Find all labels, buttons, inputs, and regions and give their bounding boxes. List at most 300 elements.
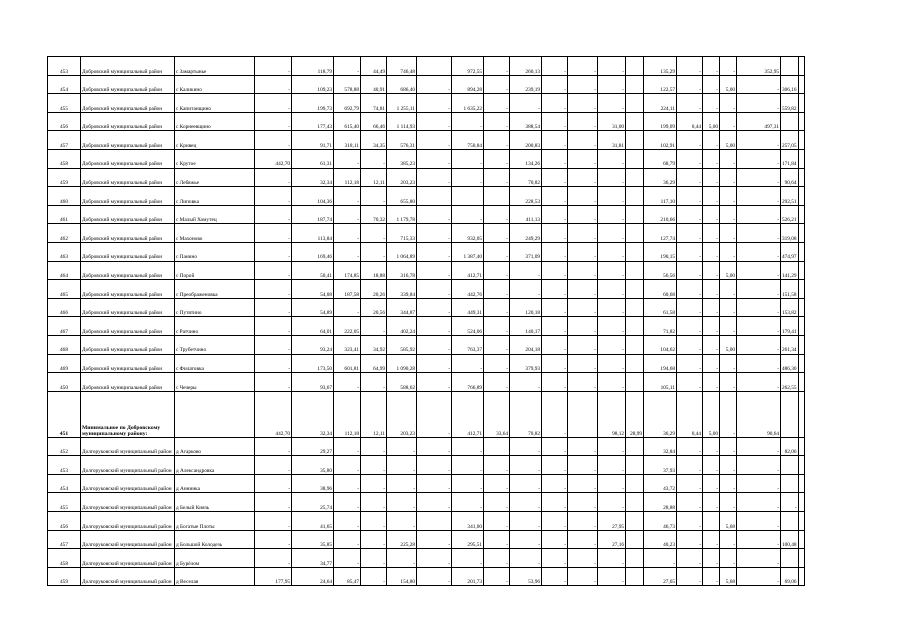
value-cell: - bbox=[720, 187, 737, 206]
value-cell bbox=[798, 187, 804, 206]
value-cell bbox=[626, 149, 644, 168]
value-cell bbox=[798, 168, 804, 187]
value-cell: - bbox=[387, 493, 417, 512]
value-cell: - bbox=[542, 373, 568, 392]
value-cell: - bbox=[568, 567, 598, 586]
value-cell: - bbox=[677, 94, 703, 113]
value-cell: - bbox=[542, 261, 568, 280]
settlement-cell: с Чечеры bbox=[175, 373, 255, 392]
value-cell bbox=[798, 224, 804, 243]
value-cell bbox=[626, 94, 644, 113]
value-cell: 41,65 bbox=[292, 512, 334, 531]
value-cell bbox=[626, 493, 644, 512]
district-cell: Добровский муниципальный район bbox=[81, 298, 175, 317]
value-cell: 117,10 bbox=[644, 187, 677, 206]
value-cell bbox=[798, 149, 804, 168]
value-cell: 141,29 bbox=[781, 261, 799, 280]
value-cell: - bbox=[737, 549, 781, 568]
value-cell: 932,05 bbox=[452, 224, 484, 243]
value-cell: 102,91 bbox=[644, 131, 677, 150]
value-cell: 318,11 bbox=[334, 131, 361, 150]
table-row bbox=[48, 242, 805, 261]
value-cell: - bbox=[255, 354, 292, 373]
value-cell: - bbox=[703, 549, 720, 568]
table-row bbox=[48, 298, 805, 317]
value-cell: - bbox=[677, 474, 703, 493]
value-cell: 104,62 bbox=[644, 335, 677, 354]
value-cell: 5,00 bbox=[703, 112, 720, 131]
value-cell: 90,64 bbox=[781, 168, 799, 187]
value-cell: 261,34 bbox=[781, 335, 799, 354]
value-cell: 12,11 bbox=[361, 391, 387, 437]
value-cell: - bbox=[720, 373, 737, 392]
settlement-cell: с Панино bbox=[175, 242, 255, 261]
value-cell: - bbox=[417, 567, 452, 586]
value-cell: 210,66 bbox=[644, 205, 677, 224]
row-number-cell: 455 bbox=[48, 493, 81, 512]
table-row bbox=[48, 317, 805, 336]
value-cell: 40,91 bbox=[361, 75, 387, 94]
value-cell: - bbox=[484, 57, 510, 76]
value-cell: - bbox=[568, 131, 598, 150]
value-cell bbox=[798, 261, 804, 280]
value-cell: 402,24 bbox=[387, 317, 417, 336]
value-cell: - bbox=[484, 354, 510, 373]
value-cell: - bbox=[737, 512, 781, 531]
district-cell: Добровский муниципальный район bbox=[81, 242, 175, 261]
settlement-cell: с Филатовка bbox=[175, 354, 255, 373]
value-cell: - bbox=[361, 317, 387, 336]
district-cell: Долгоруковский муниципальный район bbox=[81, 437, 175, 456]
row-number-cell: 468 bbox=[48, 335, 81, 354]
settlement-cell: с Преображеновка bbox=[175, 280, 255, 299]
value-cell: - bbox=[255, 317, 292, 336]
value-cell: 34,35 bbox=[361, 131, 387, 150]
value-cell: - bbox=[452, 474, 484, 493]
value-cell: - bbox=[334, 512, 361, 531]
value-cell: - bbox=[720, 456, 737, 475]
value-cell: 134,26 bbox=[510, 149, 542, 168]
value-cell: 12,11 bbox=[361, 168, 387, 187]
value-cell: - bbox=[568, 112, 598, 131]
value-cell: - bbox=[484, 317, 510, 336]
value-cell: - bbox=[737, 456, 781, 475]
value-cell: - bbox=[677, 549, 703, 568]
value-cell: - bbox=[677, 317, 703, 336]
value-cell: 177,43 bbox=[292, 112, 334, 131]
value-cell: - bbox=[598, 474, 626, 493]
district-cell: Добровский муниципальный район bbox=[81, 373, 175, 392]
value-cell: - bbox=[361, 373, 387, 392]
value-cell: - bbox=[703, 298, 720, 317]
value-cell: - bbox=[417, 94, 452, 113]
value-cell bbox=[417, 57, 452, 76]
value-cell: - bbox=[703, 530, 720, 549]
value-cell: - bbox=[542, 57, 568, 76]
value-cell: - bbox=[703, 261, 720, 280]
value-cell: - bbox=[452, 437, 484, 456]
value-cell: - bbox=[703, 168, 720, 187]
value-cell: - bbox=[484, 205, 510, 224]
value-cell: 179,41 bbox=[781, 317, 799, 336]
value-cell: 109,23 bbox=[292, 75, 334, 94]
value-cell: - bbox=[568, 168, 598, 187]
value-cell: - bbox=[484, 335, 510, 354]
district-cell: Добровский муниципальный район bbox=[81, 75, 175, 94]
settlement-cell: д Александровка bbox=[175, 456, 255, 475]
value-cell: 24,64 bbox=[292, 567, 334, 586]
value-cell: - bbox=[720, 112, 737, 131]
value-cell: 316,78 bbox=[387, 261, 417, 280]
value-cell: - bbox=[737, 75, 781, 94]
table-row bbox=[48, 149, 805, 168]
value-cell: 27,65 bbox=[644, 567, 677, 586]
value-cell: 56,56 bbox=[644, 261, 677, 280]
value-cell: - bbox=[568, 354, 598, 373]
value-cell: - bbox=[510, 456, 542, 475]
value-cell bbox=[452, 187, 484, 206]
value-cell: 60,68 bbox=[644, 280, 677, 299]
settlement-cell bbox=[175, 391, 255, 437]
value-cell: - bbox=[452, 149, 484, 168]
value-cell: - bbox=[542, 391, 568, 437]
value-cell: 5,68 bbox=[720, 567, 737, 586]
value-cell: - bbox=[484, 493, 510, 512]
value-cell: - bbox=[255, 373, 292, 392]
value-cell: 194,68 bbox=[644, 354, 677, 373]
value-cell: - bbox=[568, 224, 598, 243]
value-cell: - bbox=[598, 94, 626, 113]
value-cell: - bbox=[361, 474, 387, 493]
value-cell: - bbox=[484, 512, 510, 531]
value-cell: - bbox=[361, 512, 387, 531]
value-cell: 249,29 bbox=[510, 224, 542, 243]
table-row bbox=[48, 474, 805, 493]
value-cell: - bbox=[568, 335, 598, 354]
value-cell: 112,18 bbox=[334, 391, 361, 437]
value-cell: 50,41 bbox=[292, 261, 334, 280]
value-cell: - bbox=[334, 224, 361, 243]
value-cell bbox=[417, 187, 452, 206]
table-row bbox=[48, 205, 805, 224]
row-number-cell: 453 bbox=[48, 57, 81, 76]
value-cell: - bbox=[484, 280, 510, 299]
value-cell: 497,31 bbox=[737, 112, 781, 131]
value-cell: - bbox=[568, 298, 598, 317]
value-cell: 31,00 bbox=[598, 112, 626, 131]
district-cell: Добровский муниципальный район bbox=[81, 224, 175, 243]
value-cell: 388,54 bbox=[510, 112, 542, 131]
value-cell: 112,18 bbox=[334, 168, 361, 187]
value-cell: - bbox=[720, 391, 737, 437]
value-cell: 203,23 bbox=[387, 168, 417, 187]
table-row bbox=[48, 131, 805, 150]
value-cell: - bbox=[542, 549, 568, 568]
value-cell: - bbox=[720, 493, 737, 512]
value-cell: - bbox=[703, 567, 720, 586]
value-cell bbox=[626, 112, 644, 131]
value-cell bbox=[626, 530, 644, 549]
value-cell: - bbox=[598, 75, 626, 94]
table-row bbox=[48, 75, 805, 94]
settlement-cell: д Веселая bbox=[175, 567, 255, 586]
value-cell: 601,81 bbox=[334, 354, 361, 373]
settlement-cell: д Богатые Плоты bbox=[175, 512, 255, 531]
row-number-cell: 457 bbox=[48, 530, 81, 549]
value-cell: 1 114,93 bbox=[387, 112, 417, 131]
value-cell: - bbox=[677, 512, 703, 531]
value-cell: 32,34 bbox=[292, 391, 334, 437]
value-cell: 442,70 bbox=[255, 391, 292, 437]
value-cell: - bbox=[417, 261, 452, 280]
value-cell: 29,27 bbox=[292, 437, 334, 456]
value-cell bbox=[798, 94, 804, 113]
value-cell: - bbox=[703, 335, 720, 354]
value-cell: - bbox=[510, 474, 542, 493]
value-cell: - bbox=[677, 456, 703, 475]
value-cell: 224,11 bbox=[644, 94, 677, 113]
value-cell: - bbox=[568, 437, 598, 456]
value-cell: - bbox=[484, 530, 510, 549]
value-cell: 82,06 bbox=[781, 437, 799, 456]
value-cell: - bbox=[417, 456, 452, 475]
value-cell bbox=[798, 298, 804, 317]
value-cell: 526,21 bbox=[781, 205, 799, 224]
value-cell: 894,28 bbox=[452, 75, 484, 94]
value-cell: - bbox=[720, 354, 737, 373]
value-cell: 36,29 bbox=[644, 391, 677, 437]
value-cell: - bbox=[568, 242, 598, 261]
value-cell: - bbox=[703, 75, 720, 94]
value-cell: - bbox=[417, 75, 452, 94]
value-cell: 5,00 bbox=[720, 335, 737, 354]
value-cell: - bbox=[255, 75, 292, 94]
value-cell: - bbox=[737, 187, 781, 206]
value-cell: - bbox=[417, 373, 452, 392]
value-cell: - bbox=[510, 261, 542, 280]
value-cell: - bbox=[598, 57, 626, 76]
value-cell bbox=[781, 456, 799, 475]
value-cell bbox=[484, 437, 510, 456]
value-cell: 379,93 bbox=[510, 354, 542, 373]
value-cell: 20,26 bbox=[361, 280, 387, 299]
value-cell: - bbox=[542, 75, 568, 94]
value-cell: 692,79 bbox=[334, 94, 361, 113]
value-cell: 27,95 bbox=[598, 512, 626, 531]
value-cell: 20,56 bbox=[361, 298, 387, 317]
value-cell: - bbox=[677, 261, 703, 280]
value-cell: - bbox=[334, 187, 361, 206]
value-cell: 53,96 bbox=[510, 567, 542, 586]
settlement-cell: с Каликино bbox=[175, 75, 255, 94]
value-cell: 33,64 bbox=[484, 391, 510, 437]
value-cell: 5,00 bbox=[720, 131, 737, 150]
value-cell: - bbox=[568, 280, 598, 299]
value-cell: - bbox=[484, 131, 510, 150]
value-cell: - bbox=[598, 261, 626, 280]
value-cell: - bbox=[361, 549, 387, 568]
value-cell: 199,09 bbox=[644, 112, 677, 131]
value-cell: 295,51 bbox=[452, 530, 484, 549]
value-cell bbox=[626, 335, 644, 354]
value-cell: - bbox=[568, 149, 598, 168]
value-cell bbox=[626, 280, 644, 299]
value-cell: 449,31 bbox=[452, 298, 484, 317]
value-cell: - bbox=[703, 456, 720, 475]
value-cell bbox=[568, 391, 598, 437]
row-number-cell: 466 bbox=[48, 298, 81, 317]
value-cell: 32,84 bbox=[644, 437, 677, 456]
value-cell: - bbox=[417, 149, 452, 168]
value-cell: - bbox=[361, 437, 387, 456]
value-cell: - bbox=[417, 474, 452, 493]
value-cell: - bbox=[542, 242, 568, 261]
value-cell: 105,11 bbox=[644, 373, 677, 392]
value-cell: - bbox=[737, 280, 781, 299]
value-cell: - bbox=[737, 437, 781, 456]
value-cell: - bbox=[361, 493, 387, 512]
value-cell: - bbox=[598, 437, 626, 456]
row-number-cell: 458 bbox=[48, 549, 81, 568]
value-cell: - bbox=[361, 224, 387, 243]
value-cell: 411,13 bbox=[510, 205, 542, 224]
settlement-cell: с Путятино bbox=[175, 298, 255, 317]
value-cell: 203,23 bbox=[387, 391, 417, 437]
value-cell: - bbox=[677, 530, 703, 549]
value-cell: - bbox=[542, 168, 568, 187]
value-cell: 323,41 bbox=[334, 335, 361, 354]
value-cell: 34,77 bbox=[292, 549, 334, 568]
district-cell: Долгоруковский муниципальный район bbox=[81, 474, 175, 493]
settlement-cell: д Белый Князь bbox=[175, 493, 255, 512]
value-cell bbox=[781, 57, 799, 76]
value-cell: 34,92 bbox=[361, 335, 387, 354]
settlement-cell: с Ратчино bbox=[175, 317, 255, 336]
row-number-cell: 459 bbox=[48, 168, 81, 187]
settlement-cell: д Агарково bbox=[175, 437, 255, 456]
value-cell: 177,95 bbox=[255, 567, 292, 586]
table-row bbox=[48, 493, 805, 512]
value-cell: - bbox=[334, 437, 361, 456]
value-cell: - bbox=[737, 131, 781, 150]
value-cell: - bbox=[417, 112, 452, 131]
value-cell: - bbox=[568, 493, 598, 512]
value-cell: 442,70 bbox=[255, 149, 292, 168]
settlement-cell: с Лебяжье bbox=[175, 168, 255, 187]
value-cell: 91,71 bbox=[292, 131, 334, 150]
value-cell: - bbox=[387, 456, 417, 475]
value-cell: 104,36 bbox=[292, 187, 334, 206]
value-cell: 686,40 bbox=[387, 75, 417, 94]
row-number-cell: 463 bbox=[48, 242, 81, 261]
value-cell: - bbox=[255, 131, 292, 150]
value-cell: - bbox=[598, 149, 626, 168]
value-cell: - bbox=[598, 456, 626, 475]
value-cell: - bbox=[334, 57, 361, 76]
value-cell: 93,24 bbox=[292, 335, 334, 354]
value-cell: 140,17 bbox=[510, 317, 542, 336]
value-cell: - bbox=[255, 549, 292, 568]
value-cell bbox=[626, 512, 644, 531]
value-cell bbox=[781, 391, 799, 437]
value-cell: - bbox=[387, 437, 417, 456]
value-cell: - bbox=[737, 205, 781, 224]
value-cell: - bbox=[510, 549, 542, 568]
value-cell: - bbox=[568, 261, 598, 280]
value-cell: 190,15 bbox=[644, 242, 677, 261]
value-cell: 25,74 bbox=[292, 493, 334, 512]
row-number-cell: 455 bbox=[48, 94, 81, 113]
value-cell: 1 635,22 bbox=[452, 94, 484, 113]
settlement-cell: д Аннинка bbox=[175, 474, 255, 493]
value-cell: - bbox=[737, 94, 781, 113]
table-row bbox=[48, 391, 805, 437]
value-cell: - bbox=[542, 474, 568, 493]
value-cell bbox=[798, 242, 804, 261]
value-cell: 750,84 bbox=[452, 131, 484, 150]
value-cell: - bbox=[484, 242, 510, 261]
value-cell: 352,95 bbox=[737, 57, 781, 76]
value-cell: - bbox=[452, 112, 484, 131]
table-row bbox=[48, 437, 805, 456]
value-cell: - bbox=[510, 373, 542, 392]
value-cell: - bbox=[417, 549, 452, 568]
value-cell: - bbox=[703, 224, 720, 243]
row-number-cell: 459 bbox=[48, 567, 81, 586]
value-cell: - bbox=[255, 298, 292, 317]
value-cell: - bbox=[720, 280, 737, 299]
value-cell bbox=[781, 112, 799, 131]
value-cell bbox=[626, 131, 644, 150]
value-cell: 32,34 bbox=[292, 168, 334, 187]
table-body bbox=[48, 57, 805, 586]
value-cell bbox=[626, 205, 644, 224]
value-cell: 655,80 bbox=[387, 187, 417, 206]
value-cell: - bbox=[677, 205, 703, 224]
value-cell bbox=[798, 373, 804, 392]
value-cell bbox=[484, 187, 510, 206]
value-cell: - bbox=[677, 280, 703, 299]
value-cell: - bbox=[255, 437, 292, 456]
row-number-cell: 462 bbox=[48, 224, 81, 243]
value-cell: - bbox=[255, 512, 292, 531]
value-cell: - bbox=[255, 57, 292, 76]
row-number-cell: 452 bbox=[48, 437, 81, 456]
value-cell: - bbox=[720, 530, 737, 549]
row-number-cell: 456 bbox=[48, 112, 81, 131]
value-cell: - bbox=[334, 205, 361, 224]
value-cell: 100,48 bbox=[781, 530, 799, 549]
value-cell: - bbox=[334, 298, 361, 317]
value-cell: - bbox=[720, 94, 737, 113]
value-cell: 201,73 bbox=[452, 567, 484, 586]
value-cell: 27,16 bbox=[598, 530, 626, 549]
value-cell: - bbox=[703, 131, 720, 150]
value-cell: - bbox=[737, 373, 781, 392]
value-cell: 98,12 bbox=[598, 391, 626, 437]
value-cell: 187,74 bbox=[292, 205, 334, 224]
value-cell: 187,58 bbox=[334, 280, 361, 299]
value-cell: - bbox=[677, 224, 703, 243]
value-cell: - bbox=[737, 567, 781, 586]
value-cell: 31,81 bbox=[598, 131, 626, 150]
value-cell: - bbox=[361, 456, 387, 475]
value-cell: 486,30 bbox=[781, 354, 799, 373]
value-cell: 173,50 bbox=[292, 354, 334, 373]
value-cell: - bbox=[255, 224, 292, 243]
table-row bbox=[48, 549, 805, 568]
value-cell bbox=[626, 437, 644, 456]
